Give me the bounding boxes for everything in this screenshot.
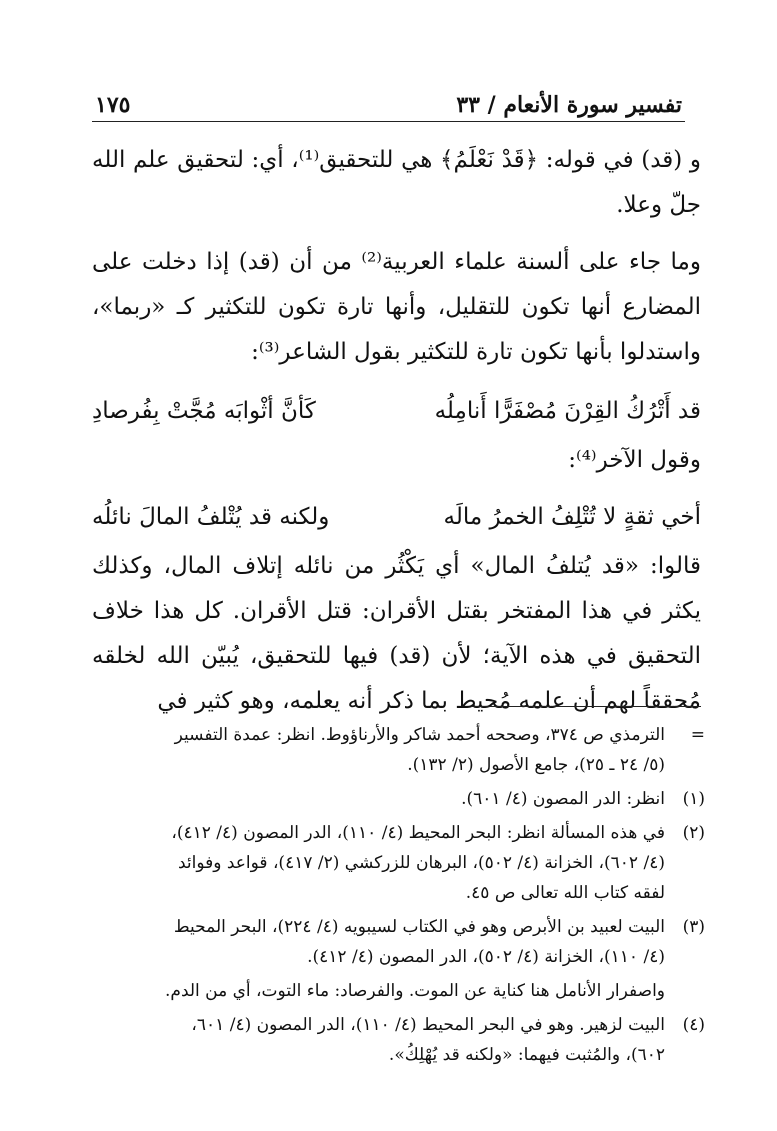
footnote-continued bbox=[92, 720, 705, 780]
footnote-line: (٥/ ٢٤ ـ ٢٥)، جامع الأصول (٢/ ١٣٢). bbox=[407, 755, 665, 775]
footnote-line: البيت لزهير. وهو في البحر المحيط (٤/ ١١٠)، الدر المصون (٤/ ٦٠١، bbox=[191, 1015, 665, 1035]
footnote-3-note: واصفرار الأنامل هنا كناية عن الموت. والفرصاد: ماء التوت، أي من الدم. bbox=[165, 981, 665, 1001]
footnote-marker: (٢) bbox=[682, 823, 705, 843]
footnote-line: البيت لعبيد بن الأبرص وهو في الكتاب لسيبويه (٤/ ٢٢٤)، البحر المحيط bbox=[173, 917, 665, 937]
footnote-line: ٦٠٢)، والمُثبت فيهما: «ولكنه قد يُهْلِكُ». bbox=[388, 1045, 665, 1065]
footnote-line: لفقه كتاب الله تعالى ص ٤٥. bbox=[465, 883, 665, 903]
running-title: تفسير سورة الأنعام / ٣٣ bbox=[456, 92, 682, 118]
page-header bbox=[95, 84, 682, 118]
footnote-line: (٤/ ١١٠)، الخزانة (٤/ ٥٠٢)، الدر المصون (٤/ ٤١٢). bbox=[307, 947, 665, 967]
footnote-3 bbox=[92, 912, 705, 972]
verse-1-first-hemistich: قد أَتْرُكُ القِرْنَ مُصْفَرًّا أَنامِلُه bbox=[434, 398, 701, 424]
paragraph-3: قالوا: «قد يُتلفُ المال» أي يَكْثُر من نائله إتلاف المال، وكذلك يكثر في هذا المفتخر بقتل الأقران: قتل الأقران. كل هذا خلاف التحقيق في هذه الآية؛ لأن (قد) فيها للتحقيق، يُبيّن الله لخلقه مُحققاً لهم أن علمه مُحيط بما ذكر أنه يعلمه، وهو كثير في bbox=[92, 553, 701, 714]
verse-2 bbox=[92, 495, 701, 540]
footnote-marker: = bbox=[690, 725, 705, 745]
footnote-line: (٤/ ٦٠٢)، الخزانة (٤/ ٥٠٢)، البرهان للزركشي (٢/ ٤١٧)، قواعد وفوائد bbox=[177, 853, 665, 873]
main-text bbox=[92, 138, 701, 736]
footnote-2 bbox=[92, 818, 705, 908]
footnote-line: انظر: الدر المصون (٤/ ٦٠١). bbox=[461, 789, 665, 809]
verse-2-intro: وقول الآخر⁽⁴⁾: bbox=[568, 447, 701, 473]
footnote-line: في هذه المسألة انظر: البحر المحيط (٤/ ١١٠)، الدر المصون (٤/ ٤١٢)، bbox=[171, 823, 665, 843]
footnotes bbox=[92, 720, 705, 1074]
verse-2-first-hemistich: أخي ثقةٍ لا تُتْلِفُ الخمرُ مالَه bbox=[443, 504, 701, 530]
footnote-marker: (١) bbox=[682, 789, 705, 809]
footnote-divider bbox=[471, 706, 701, 707]
footnote-marker: (٤) bbox=[682, 1015, 705, 1035]
footnote-4 bbox=[92, 1010, 705, 1070]
paragraph-1: و (قد) في قوله: ﴿قَدْ نَعْلَمُ﴾ هي للتحقيق⁽¹⁾، أي: لتحقيق علم الله جلّ وعلا. bbox=[92, 147, 701, 218]
verse-1-second-hemistich: كَأنَّ أثْوابَه مُجَّتْ بِفُرصادِ bbox=[92, 398, 316, 424]
page-number: ١٧٥ bbox=[95, 92, 131, 118]
footnote-line: الترمذي ص ٣٧٤، وصححه أحمد شاكر والأرناؤوط. انظر: عمدة التفسير bbox=[174, 725, 665, 745]
verse-1 bbox=[92, 389, 701, 434]
header-divider bbox=[92, 121, 685, 122]
verse-2-second-hemistich: ولكنه قد يُتْلفُ المالَ نائلُه bbox=[92, 504, 330, 530]
footnote-marker: (٣) bbox=[682, 917, 705, 937]
footnote-1 bbox=[92, 784, 705, 814]
paragraph-2: وما جاء على ألسنة علماء العربية⁽²⁾ من أن (قد) إذا دخلت على المضارع أنها تكون للتقليل، وأنها تارة تكون للتكثير كـ «ربما»، واستدلوا بأنها تكون تارة للتكثير بقول الشاعر⁽³⁾: bbox=[92, 249, 701, 365]
